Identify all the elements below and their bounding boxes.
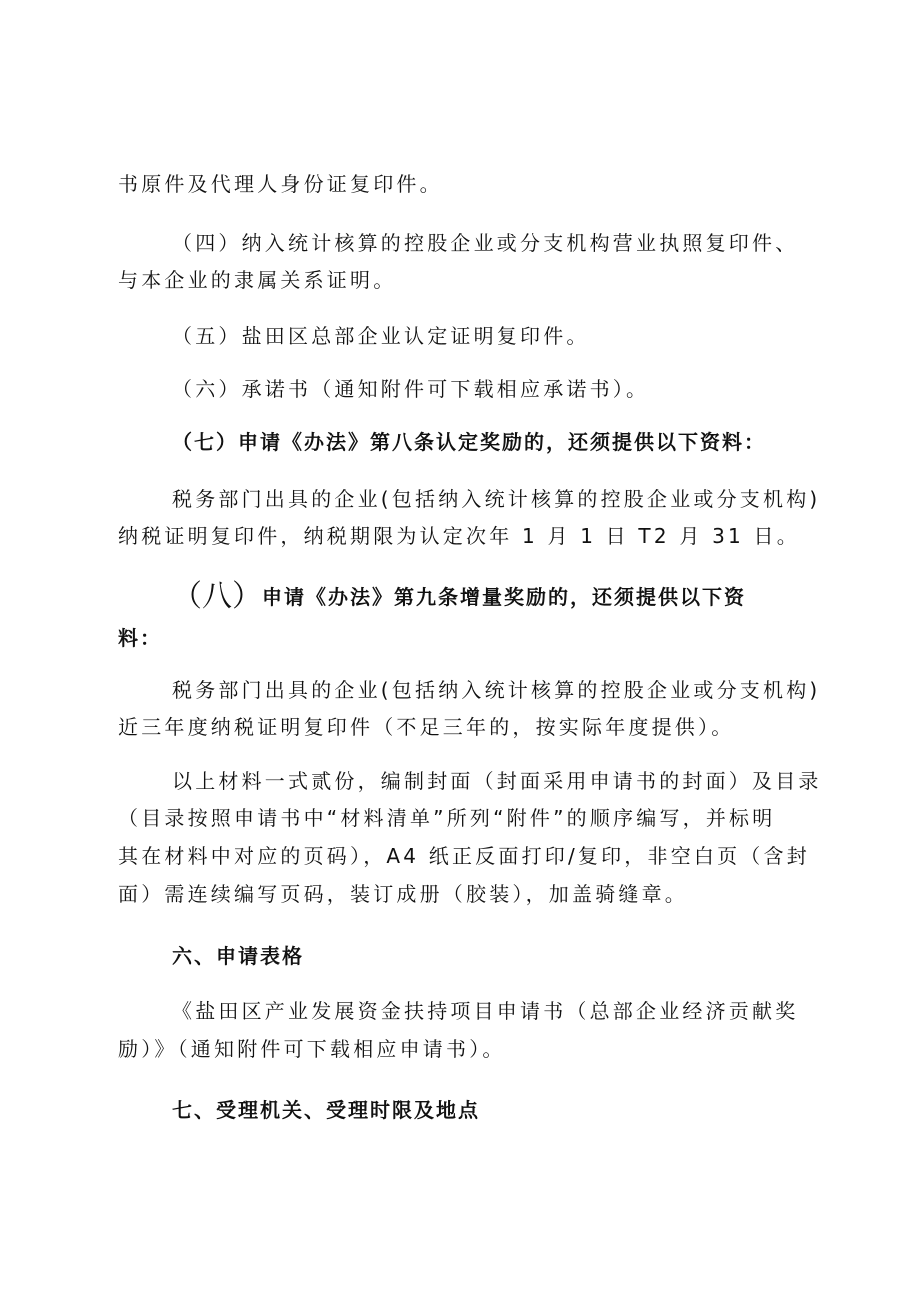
heading-item-eight-number: （八） <box>172 579 262 614</box>
heading-item-eight-continuation: 料： <box>118 626 162 650</box>
section-heading-six: 六、申请表格 <box>172 944 304 968</box>
paragraph-line: 税务部门出具的企业(包括纳入统计核算的控股企业或分支机构) <box>172 678 821 702</box>
heading-item-seven: （七）申请《办法》第八条认定奖励的，还须提供以下资料： <box>172 430 766 454</box>
paragraph-line: 税务部门出具的企业(包括纳入统计核算的控股企业或分支机构) <box>172 487 821 511</box>
paragraph-line: 励）》（通知附件可下载相应申请书）。 <box>118 1037 506 1061</box>
paragraph-line: 其在材料中对应的页码），A4 纸正反面打印/复印，非空白页（含封 <box>118 844 810 868</box>
heading-item-eight-text: 申请《办法》第九条增量奖励的，还须提供以下资 <box>262 585 746 609</box>
paragraph-line: （目录按照申请书中“材料清单”所列“附件”的顺序编写，并标明 <box>118 806 776 830</box>
paragraph-line: 书原件及代理人身份证复印件。 <box>118 172 443 196</box>
section-heading-seven: 七、受理机关、受理时限及地点 <box>172 1098 480 1122</box>
paragraph-line: 《盐田区产业发展资金扶持项目申请书（总部企业经济贡献奖 <box>172 999 799 1023</box>
paragraph-line: 以上材料一式贰份，编制封面（封面采用申请书的封面）及目录 <box>172 769 822 793</box>
paragraph-line: 纳税证明复印件，纳税期限为认定次年 1 月 1 日 T2 月 31 日。 <box>118 524 800 548</box>
paragraph-line: 近三年度纳税证明复印件（不足三年的，按实际年度提供）。 <box>118 715 735 739</box>
item-five-line: （五）盐田区总部企业认定证明复印件。 <box>172 324 590 348</box>
heading-item-eight <box>172 579 746 614</box>
item-four-line: （四）纳入统计核算的控股企业或分支机构营业执照复印件、 <box>172 231 799 255</box>
paragraph-line: 与本企业的隶属关系证明。 <box>118 268 397 292</box>
paragraph-line: 面）需连续编写页码，装订成册（胶装），加盖骑缝章。 <box>118 882 688 906</box>
item-six-line: （六）承诺书（通知附件可下载相应承诺书）。 <box>172 377 650 401</box>
